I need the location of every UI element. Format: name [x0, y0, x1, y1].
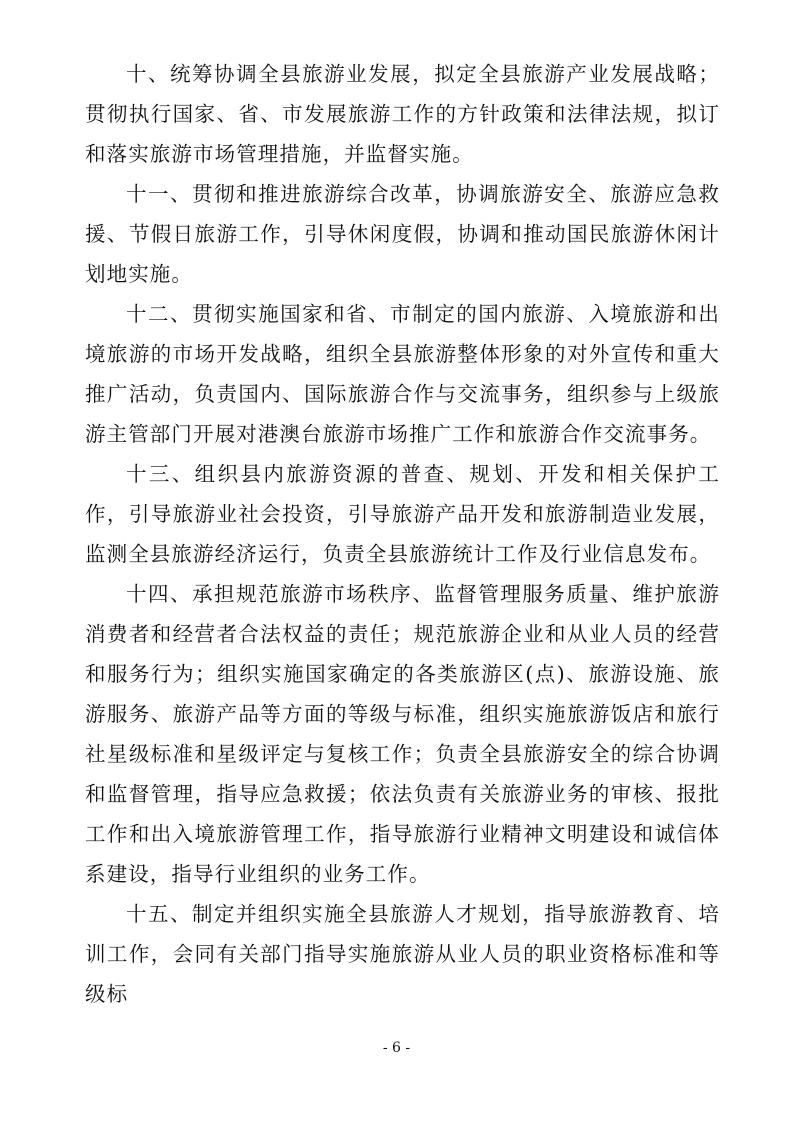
page-number: - 6 - — [382, 1040, 411, 1056]
paragraph-15: 十五、制定并组织实施全县旅游人才规划，指导旅游教育、培训工作，会同有关部门指导实施旅游从业人员的职业资格标准和等级标 — [85, 902, 720, 1006]
paragraph-10: 十、统筹协调全县旅游业发展，拟定全县旅游产业发展战略；贯彻执行国家、省、市发展旅游工作的方针政策和法律法规，拟订和落实旅游市场管理措施，并监督实施。 — [85, 62, 720, 166]
paragraph-14: 十四、承担规范旅游市场秩序、监督管理服务质量、维护旅游消费者和经营者合法权益的责任；规范旅游企业和从业人员的经营和服务行为；组织实施国家确定的各类旅游区(点)、旅游设施、旅游服务、旅游产品等方面的等级与标准，组织实施旅游饭店和旅行社星级标准和星级评定与复核工作；负责全县旅游安全的综合协调和监督管理，指导应急救援；依法负责有关旅游业务的审核、报批工作和出入境旅游管理工作，指导旅游行业精神文明建设和诚信体系建设，指导行业组织的业务工作。 — [85, 582, 720, 886]
paragraph-12: 十二、贯彻实施国家和省、市制定的国内旅游、入境旅游和出境旅游的市场开发战略，组织全县旅游整体形象的对外宣传和重大推广活动，负责国内、国际旅游合作与交流事务，组织参与上级旅游主管部门开展对港澳台旅游市场推广工作和旅游合作交流事务。 — [85, 302, 720, 446]
paragraph-13: 十三、组织县内旅游资源的普查、规划、开发和相关保护工作，引导旅游业社会投资，引导旅游产品开发和旅游制造业发展，监测全县旅游经济运行，负责全县旅游统计工作及行业信息发布。 — [85, 462, 720, 566]
paragraph-11: 十一、贯彻和推进旅游综合改革，协调旅游安全、旅游应急救援、节假日旅游工作，引导休闲度假，协调和推动国民旅游休闲计划地实施。 — [85, 182, 720, 286]
document-body — [85, 54, 720, 1014]
